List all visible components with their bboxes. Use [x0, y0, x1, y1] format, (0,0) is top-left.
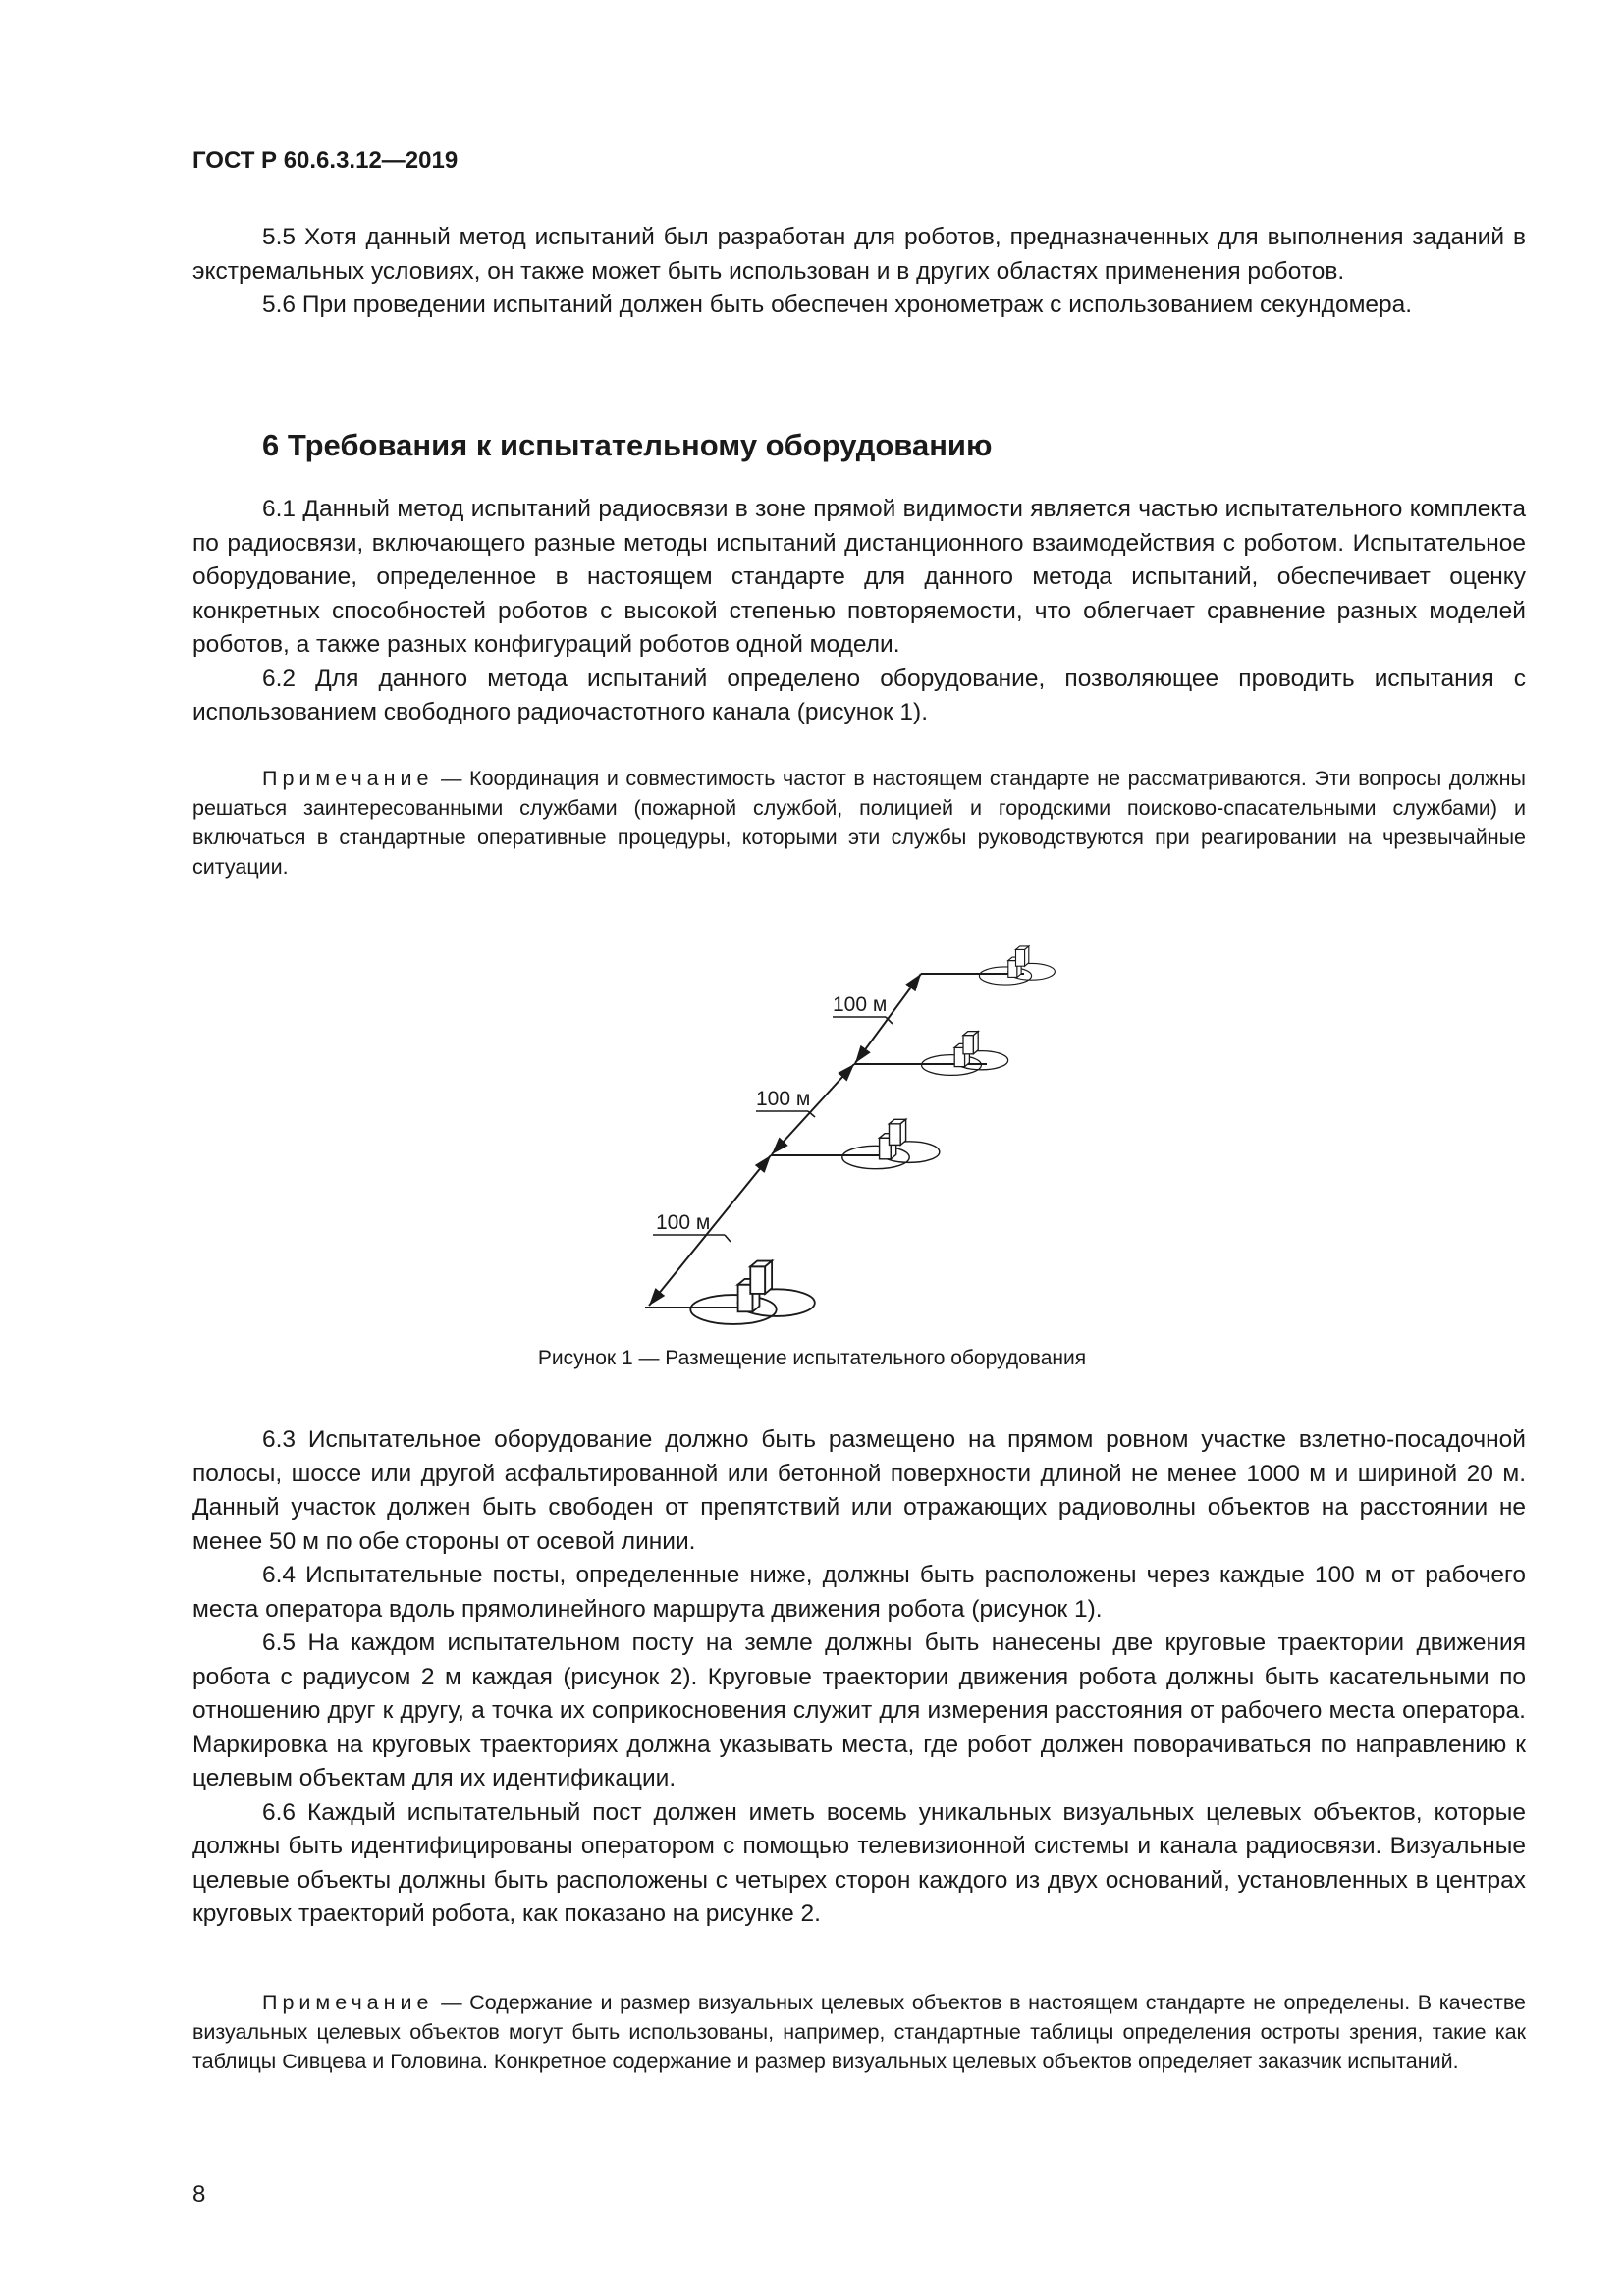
- test-post-operator: [690, 1261, 815, 1324]
- paragraph-5-5: 5.5 Хотя данный метод испытаний был разработан для роботов, предназначенных для выполнения заданий в экстремальных условиях, он также может быть использован и в других областях применения роботов.: [192, 224, 1526, 285]
- paragraph-6-5: 6.5 На каждом испытательном посту на земле должны быть нанесены две круговые траектории движения робота с радиусом 2 м каждая (рисунок 2). Круговые траектории движения робота должны быть касательными по отношению друг к другу, а точка их соприкосновения служит для измерения расстояния от рабочего места оператора. Маркировка на круговых траекториях должна указывать места, где робот должен поворачиваться по направлению к целевым объектам для их идентификации.: [192, 1629, 1526, 1791]
- note-2: [192, 1988, 1526, 2076]
- distance-label-2: 100 м: [756, 1088, 811, 1110]
- section-6-block: [192, 493, 1526, 730]
- note-2-text: — Содержание и размер визуальных целевых объектов в настоящем стандарте не определены. В качестве визуальных целевых объектов могут быть использованы, например, стандартные таблицы определения остроты зрения, такие как таблицы Сивцева и Головина. Конкретное содержание и размер визуальных целевых объектов определяет заказчик испытаний.: [192, 1991, 1526, 2073]
- paragraph-6-2: 6.2 Для данного метода испытаний определено оборудование, позволяющее проводить испытания с использованием свободного радиочастотного канала (рисунок 1).: [192, 665, 1526, 725]
- distance-label-3: 100 м: [833, 993, 888, 1016]
- distance-label-1: 100 м: [656, 1211, 711, 1234]
- document-header: ГОСТ Р 60.6.3.12—2019: [192, 147, 459, 174]
- note-1-label: Примечание: [262, 767, 434, 790]
- paragraph-6-3: 6.3 Испытательное оборудование должно быть размещено на прямом ровном участке взлетно-посадочной полосы, шоссе или другой асфальтированной или бетонной поверхности длиной не менее 1000 м и шириной 20 м. Данный участок должен быть свободен от препятствий или отражающих радиоволны объектов на расстоянии не менее 50 м по обе стороны от осевой линии.: [192, 1426, 1526, 1555]
- figure-1: [609, 923, 1080, 1330]
- test-post-300m: [979, 946, 1055, 985]
- test-post-200m: [922, 1032, 1008, 1076]
- note-2-label: Примечание: [262, 1991, 434, 2014]
- page-number: 8: [192, 2181, 206, 2208]
- paragraph-6-4: 6.4 Испытательные посты, определенные ниже, должны быть расположены через каждые 100 м от рабочего места оператора вдоль прямолинейного маршрута движения робота (рисунок 1).: [192, 1562, 1526, 1623]
- note-1-text: — Координация и совместимость частот в настоящем стандарте не рассматриваются. Эти вопросы должны решаться заинтересованными службами (пожарной службой, полицией и городскими поисково-спасательными службами) и включаться в стандартные оперативные процедуры, которыми эти службы руководствуются при реагировании на чрезвычайные ситуации.: [192, 767, 1526, 879]
- equipment-layout-diagram: [609, 923, 1080, 1325]
- section-6-heading: 6 Требования к испытательному оборудованию: [262, 428, 993, 462]
- test-post-100m: [842, 1119, 940, 1168]
- paragraph-6-6: 6.6 Каждый испытательный пост должен иметь восемь уникальных визуальных целевых объектов, которые должны быть идентифицированы оператором с помощью телевизионной системы и канала радиосвязи. Визуальные целевые объекты должны быть расположены с четырех сторон каждого из двух оснований, установленных в центрах круговых траекторий робота, как показано на рисунке 2.: [192, 1798, 1526, 1927]
- section-6b-block: [192, 1423, 1526, 1932]
- paragraph-5-6: 5.6 При проведении испытаний должен быть обеспечен хронометраж с использованием секундомера.: [262, 292, 1413, 318]
- intro-block: [192, 221, 1526, 323]
- note-1: [192, 764, 1526, 881]
- figure-caption: Рисунок 1 — Размещение испытательного оборудования: [537, 1347, 1087, 1369]
- paragraph-6-1: 6.1 Данный метод испытаний радиосвязи в зоне прямой видимости является частью испытательного комплекта по радиосвязи, включающего разные методы испытаний дистанционного взаимодействия с роботом. Испытательное оборудование, определенное в настоящем стандарте для данного метода испытаний, обеспечивает оценку конкретных способностей роботов с высокой степенью повторяемости, что облегчает сравнение разных моделей роботов, а также разных конфигураций роботов одной модели.: [192, 496, 1526, 658]
